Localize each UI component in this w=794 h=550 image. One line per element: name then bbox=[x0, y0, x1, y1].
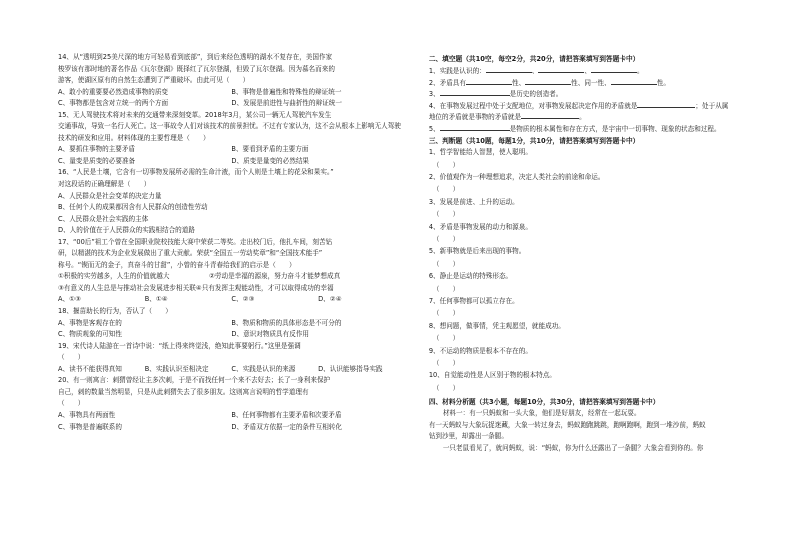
blank-3[interactable] bbox=[440, 88, 510, 96]
q18-option-d[interactable]: D、意识对物质具有反作用 bbox=[231, 330, 310, 339]
section-true-false bbox=[429, 135, 764, 395]
q14-option-a[interactable]: A、敢小的重要要必然造成事物的质变 bbox=[58, 87, 169, 96]
blank-4b[interactable] bbox=[521, 111, 579, 119]
q16-stem-2: 对这段话的正确理解是（ ） bbox=[58, 180, 151, 189]
tf-item-10: 10、自觉能动性是人区别于物的根本特点。 bbox=[428, 371, 556, 380]
tf-answer-1[interactable]: （ ） bbox=[432, 160, 460, 169]
q20-stem-1: 20、有一则寓言：刺猬曾经让主多次刺，于是不而找任何一个来不去好去；长了一身利来保护 bbox=[58, 376, 331, 385]
tf-answer-10[interactable]: （ ） bbox=[432, 383, 460, 392]
tf-item-2: 2、价值观作为一种理想追求，决定人类社会的前途和命运。 bbox=[428, 173, 605, 182]
q19-stem-1: 19、宋代诗人陆游在一首诗中说：“纸上得来终觉浅，绝知此事要躬行。”这里是强调 bbox=[58, 341, 301, 350]
blank-5[interactable] bbox=[440, 123, 510, 131]
blank-1b[interactable] bbox=[538, 65, 584, 73]
q19-option-b[interactable]: B、实践认识至相决定 bbox=[144, 364, 209, 373]
q14-stem-3: 游客，使湖区原有的自然生态遭到了严重破坏。由此可见（ ） bbox=[58, 76, 250, 85]
q14-option-c[interactable]: C、事物都是包含对立统一的两个方面 bbox=[58, 99, 169, 108]
fill-item-3: 3、 是历史的创造者。 bbox=[428, 90, 563, 99]
fill-item-4-cont: 地位的矛盾就是事物的矛盾就是 。 bbox=[428, 113, 586, 122]
question-18 bbox=[58, 306, 405, 341]
tf-answer-9[interactable]: （ ） bbox=[432, 358, 460, 367]
q18-option-b[interactable]: B、物质和物质的具体形态是不可分的 bbox=[231, 318, 342, 327]
q19-option-a[interactable]: A、读书不能获得真知 bbox=[58, 364, 122, 373]
q17-stem-4: ①积极的实劳越多，人生的价值就越大 ②劳动是幸福的源泉，努力奋斗才能梦想成真 bbox=[58, 272, 341, 281]
q14-stem-1: 14、从“透明到25美尺深的地方可轻易看到底部”，到后来经色透明的湖水不复存在，美国作家 bbox=[58, 53, 333, 61]
tf-item-4: 4、矛盾是事物发展的动力和源泉。 bbox=[428, 222, 532, 231]
question-20 bbox=[58, 375, 405, 433]
q14-option-d[interactable]: D、发展是前进性与曲折性的辩证统一 bbox=[231, 99, 342, 108]
q17-option-c[interactable]: C、②③ bbox=[231, 295, 255, 304]
section-fill-blank bbox=[429, 53, 764, 134]
material-line-2: 有一天蚂蚁与大象玩捉迷藏，大象一转过身去，蚂蚁跑跑跳跳，跑啊跑啊，跑到一堆沙前，蚂蚁 bbox=[428, 420, 706, 429]
tf-item-9: 9、不运动的物质是根本不存在的。 bbox=[428, 346, 532, 355]
q14-stem-2: 梭罗该有那时地的著名作品《瓦尔登湖》既择红了瓦尔登湖，但毁了瓦尔登湖。因为慕名而来的 bbox=[58, 64, 335, 73]
q18-option-a[interactable]: A、事物是客观存在的 bbox=[58, 318, 122, 327]
q20-option-a[interactable]: A、事物具有两面性 bbox=[58, 410, 116, 419]
q19-option-c[interactable]: C、实践是认识的来源 bbox=[231, 364, 296, 373]
question-19 bbox=[58, 341, 405, 376]
q15-stem-1: 15、无人驾驶技术将对未来的交通带来深刻变革。2018年3月，某公司一辆无人驾驶汽车发生 bbox=[58, 110, 332, 119]
q17-option-b[interactable]: B、①④ bbox=[144, 295, 168, 304]
fill-item-1: 1、实践是认识的： 、 、 。 bbox=[428, 67, 644, 75]
q17-option-d[interactable]: D、②④ bbox=[318, 295, 342, 304]
q17-stem-1: 17、“00后”祖工个曾在全国职业院校技能大赛中荣获二等奖。走出校门后，他扎车间，刻苦钻 bbox=[58, 237, 333, 246]
question-16 bbox=[58, 167, 405, 236]
tf-answer-5[interactable]: （ ） bbox=[432, 259, 460, 268]
question-15 bbox=[58, 110, 405, 168]
q15-option-c[interactable]: C、量变是质变的必要准备 bbox=[58, 156, 136, 165]
tf-answer-6[interactable]: （ ） bbox=[432, 284, 460, 293]
right-column bbox=[429, 52, 764, 550]
left-column bbox=[58, 52, 411, 550]
q15-stem-2: 交通事故，导致一名行人死亡。这一事故令人们对该技术的前景担忧。不过有专家认为，这不会从根本上影响无人驾驶 bbox=[58, 122, 401, 131]
blank-2a[interactable] bbox=[466, 77, 512, 85]
tf-answer-2[interactable]: （ ） bbox=[432, 185, 460, 194]
section-4-title: 四、材料分析题（共3小题，每题10分，共30分，请把答案填写到答题卡中） bbox=[428, 398, 660, 407]
q15-stem-3: 技术的研发和应用。材料体现的主要哲理是（ ） bbox=[58, 133, 210, 142]
tf-item-3: 3、发展是前进、上升的运动。 bbox=[428, 197, 519, 206]
q18-stem-1: 18、揠苗助长的行为，否认了（ ） bbox=[58, 307, 172, 316]
tf-item-8: 8、想问题，做事情，凭主观愿望，就能成功。 bbox=[428, 321, 565, 330]
q19-stem-2: （ ） bbox=[58, 353, 85, 362]
q20-option-c[interactable]: C、事物是普遍联系的 bbox=[58, 422, 122, 431]
section-material-analysis bbox=[429, 396, 764, 454]
q16-option-b[interactable]: B、任何个人的成果都因含有人民群众的创造性劳动 bbox=[58, 203, 208, 212]
material-line-3: 钻到沙里，却露出一条腿。 bbox=[428, 432, 508, 441]
q16-option-c[interactable]: C、人民群众是社会实践的主体 bbox=[58, 214, 149, 223]
blank-4a[interactable] bbox=[637, 100, 695, 108]
q19-option-d[interactable]: D、认识能够指导实践 bbox=[318, 364, 383, 373]
q16-option-a[interactable]: A、人民群众是社会变革的决定力量 bbox=[58, 191, 162, 200]
q20-option-b[interactable]: B、任何事物都有主要矛盾和次要矛盾 bbox=[231, 410, 342, 419]
q15-option-b[interactable]: B、要看到矛盾的主要方面 bbox=[231, 145, 309, 154]
tf-answer-7[interactable]: （ ） bbox=[432, 309, 460, 318]
q16-stem-1: 16、“人民是土壤，它含有一切事物发展所必需的生命汁液，而个人则是土壤上的花朵和果实。” bbox=[58, 168, 334, 177]
fill-item-2: 2、矛盾具有 性、 性、同一性、 性。 bbox=[428, 78, 670, 87]
q15-option-a[interactable]: A、要抓住事物的主要矛盾 bbox=[58, 145, 136, 154]
q20-option-d[interactable]: D、矛盾双方依据一定的条件互相转化 bbox=[231, 422, 342, 431]
blank-2b[interactable] bbox=[525, 77, 571, 85]
tf-item-6: 6、静止是运动的特殊形态。 bbox=[428, 272, 513, 281]
q17-stem-2: 研，以精湛的技术为企业发展做出了重大贡献。荣获“全国五一劳动奖章”和“全国技术能手” bbox=[58, 249, 323, 258]
q17-option-a[interactable]: A、①③ bbox=[58, 295, 81, 304]
tf-answer-8[interactable]: （ ） bbox=[432, 334, 460, 343]
q17-stem-3: 称号。“锲而无的金子，真奋斗的甘甜”，小曾的奋斗青春给我们的启示是（ ） bbox=[58, 260, 296, 269]
q15-option-d[interactable]: D、质变是量变的必然结果 bbox=[231, 156, 310, 165]
fill-item-5: 5、 是物质的根本属性和存在方式，是宇宙中一切事物、现象的状态和过程。 bbox=[428, 124, 721, 133]
q17-stem-5: ③有意义的人生总是与推动社会发展进步相关联④只有发挥主观能动性，才可以取得成功的幸福 bbox=[58, 283, 334, 292]
blank-2c[interactable] bbox=[611, 77, 657, 85]
material-line-4: 一只老鼠看见了，就问蚂蚁，说：“蚂蚁，你为什么还露出了一条腿？大象会看到你的。你 bbox=[442, 443, 704, 452]
blank-1c[interactable] bbox=[591, 65, 637, 73]
section-2-title: 二、填空题（共10空，每空2分，共20分，请把答案填写到答题卡中） bbox=[428, 55, 640, 63]
q20-stem-3: （ ） bbox=[58, 399, 85, 408]
tf-answer-3[interactable]: （ ） bbox=[432, 210, 460, 219]
blank-1a[interactable] bbox=[486, 65, 532, 73]
tf-item-5: 5、新事物就是后来出现的事物。 bbox=[428, 247, 526, 256]
q16-option-d[interactable]: D、人的价值在于人民群众的实践相结合的道路 bbox=[58, 226, 195, 235]
tf-answer-4[interactable]: （ ） bbox=[432, 235, 460, 244]
question-14 bbox=[58, 52, 405, 110]
material-line-1: 材料一：有一只蚂蚁和一头大象，他们是好朋友，经常在一起玩耍。 bbox=[442, 409, 641, 418]
q14-option-b[interactable]: B、事物是普遍性和特殊性的辩证统一 bbox=[231, 87, 342, 96]
question-17 bbox=[58, 237, 405, 306]
q20-stem-2: 自己，刺的数量当然明显，只是从此刺猬失去了很多朋友。这则寓言说明的哲学道理有 bbox=[58, 387, 309, 396]
section-3-title: 三、判断题（共10题，每题1分，共10分，请把答案填写到答题卡中） bbox=[428, 137, 640, 146]
q18-option-c[interactable]: C、物质观象的可知性 bbox=[58, 330, 122, 339]
tf-item-7: 7、任何事物都可以孤立存在。 bbox=[428, 296, 519, 305]
fill-item-4: 4、在事物发展过程中处于支配地位，对事物发展起决定作用的矛盾就是 ；处于从属 bbox=[428, 101, 729, 110]
tf-item-1: 1、哲学智能给人智慧，使人聪明。 bbox=[428, 148, 532, 157]
